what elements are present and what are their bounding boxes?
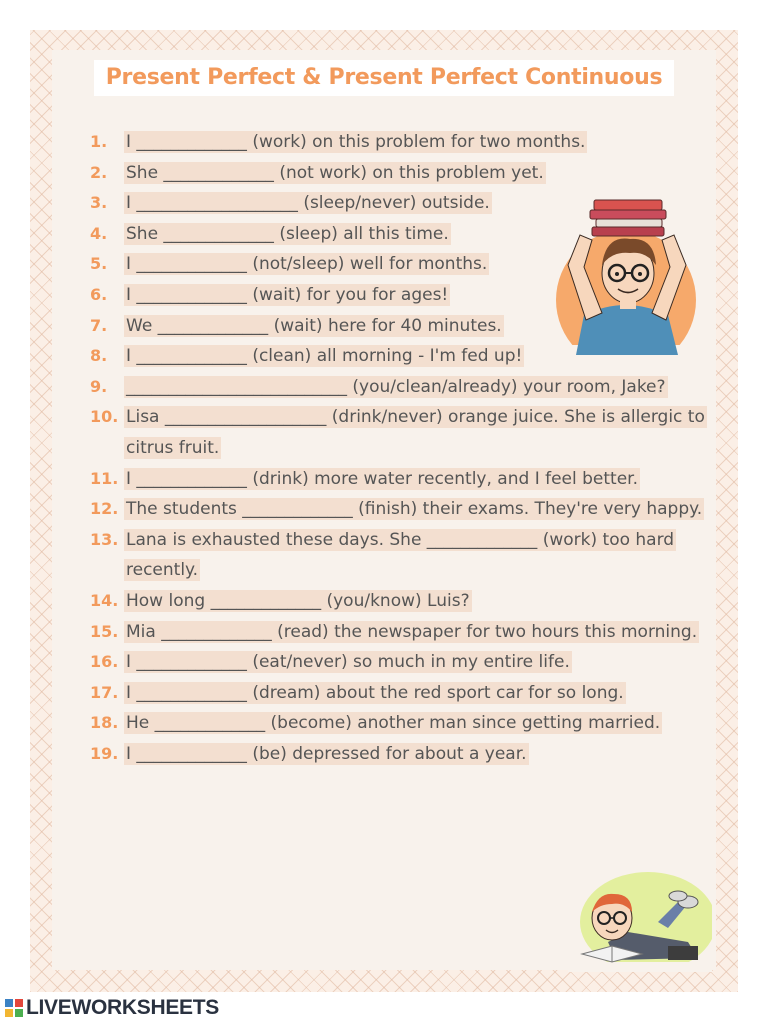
exercise-number: 12.	[90, 499, 119, 519]
exercise-text	[124, 647, 710, 678]
exercise-sentence: I ___________________ (sleep/never) outside.	[126, 193, 490, 214]
exercise-sentence: I _____________ (dream) about the red sport car for so long.	[126, 682, 624, 703]
exercise-text	[124, 617, 710, 648]
exercise-sentence: I _____________ (eat/never) so much in my entire life.	[126, 652, 570, 673]
exercise-text	[124, 708, 710, 739]
exercise-text	[124, 464, 710, 495]
exercise-sentence: We _____________ (wait) here for 40 minutes.	[126, 315, 502, 336]
exercise-item	[90, 678, 710, 709]
exercise-number: 14.	[90, 590, 119, 610]
worksheet-title: Present Perfect & Present Perfect Continuous	[94, 60, 674, 96]
exercise-item	[90, 158, 710, 189]
exercise-number: 18.	[90, 713, 119, 733]
exercise-text	[124, 127, 710, 158]
exercise-text	[124, 494, 710, 525]
exercise-number: 11.	[90, 468, 119, 488]
exercise-sentence: She _____________ (sleep) all this time.	[126, 223, 449, 244]
exercise-number: 2.	[90, 162, 108, 182]
exercise-text	[124, 525, 710, 586]
footer-brand	[4, 996, 219, 1020]
exercise-sentence: __________________________ (you/clean/already) your room, Jake?	[126, 376, 666, 397]
liveworksheets-logo-icon	[4, 998, 24, 1018]
exercise-text	[124, 586, 710, 617]
exercise-sentence: Lisa ___________________ (drink/never) orange juice. She is allergic to citrus fruit.	[126, 407, 705, 458]
exercise-sentence: I _____________ (not/sleep) well for months.	[126, 254, 488, 275]
exercise-sentence: I _____________ (be) depressed for about a year.	[126, 743, 527, 764]
exercise-number: 19.	[90, 743, 119, 763]
exercise-text	[124, 402, 710, 463]
exercise-number: 8.	[90, 346, 108, 366]
exercise-number: 6.	[90, 284, 108, 304]
exercise-sentence: I _____________ (clean) all morning - I'm fed up!	[126, 346, 523, 367]
exercise-item	[90, 372, 710, 403]
exercise-sentence: He _____________ (become) another man since getting married.	[126, 713, 661, 734]
exercise-item	[90, 586, 710, 617]
exercise-item	[90, 739, 710, 770]
boy-with-books-illustration	[546, 195, 712, 355]
footer-brand-text: LIVEWORKSHEETS	[26, 996, 219, 1019]
exercise-text	[124, 678, 710, 709]
exercise-sentence: How long _____________ (you/know) Luis?	[126, 590, 470, 611]
exercise-number: 3.	[90, 193, 108, 213]
exercise-sentence: The students _____________ (finish) their exams. They're very happy.	[126, 499, 703, 520]
exercise-item	[90, 127, 710, 158]
exercise-sentence: I _____________ (drink) more water recently, and I feel better.	[126, 468, 639, 489]
exercise-item	[90, 617, 710, 648]
exercise-text	[124, 158, 710, 189]
exercise-number: 17.	[90, 682, 119, 702]
exercise-sentence: She _____________ (not work) on this problem yet.	[126, 162, 544, 183]
exercise-sentence: Mia _____________ (read) the newspaper for two hours this morning.	[126, 621, 698, 642]
exercise-item	[90, 494, 710, 525]
exercise-number: 4.	[90, 223, 108, 243]
exercise-item	[90, 402, 710, 463]
exercise-item	[90, 525, 710, 586]
exercise-number: 10.	[90, 407, 119, 427]
exercise-sentence: I _____________ (wait) for you for ages!	[126, 284, 449, 305]
exercise-number: 15.	[90, 621, 119, 641]
exercise-number: 13.	[90, 529, 119, 549]
exercise-number: 1.	[90, 132, 108, 151]
exercise-number: 7.	[90, 315, 108, 335]
exercise-item	[90, 464, 710, 495]
exercise-number: 9.	[90, 376, 108, 396]
exercise-sentence: Lana is exhausted these days. She _____________ (work) too hard recently.	[126, 529, 675, 581]
exercise-number: 5.	[90, 254, 108, 274]
boy-reading-illustration	[568, 862, 712, 972]
exercise-item	[90, 708, 710, 739]
exercise-text	[124, 372, 710, 403]
exercise-sentence: I _____________ (work) on this problem for two months.	[126, 132, 586, 152]
exercise-item	[90, 647, 710, 678]
exercise-text	[124, 739, 710, 770]
exercise-number: 16.	[90, 652, 119, 672]
